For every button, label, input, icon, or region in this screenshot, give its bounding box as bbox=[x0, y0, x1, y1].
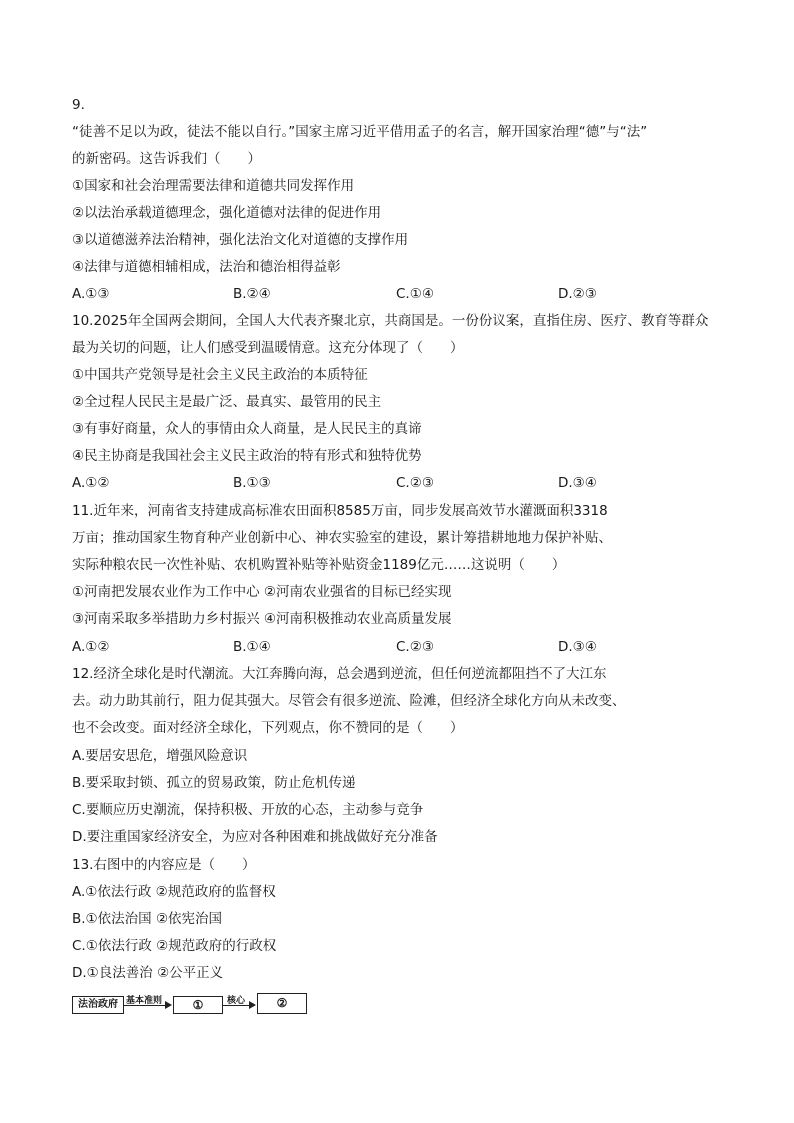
diagram-box-2: ② bbox=[257, 993, 307, 1014]
q11-items-row1: ①河南把发展农业作为工作中心 ②河南农业强省的目标已经实现 bbox=[72, 584, 452, 600]
q10-item-4: ④民主协商是我国社会主义民主政治的特有形式和独特优势 bbox=[72, 448, 422, 464]
q10-option-d: D.③④ bbox=[558, 475, 597, 491]
diagram-arrow1-label: 基本准则 bbox=[126, 996, 163, 1006]
q13-choice-b: B.①依法治国 ②依宪治国 bbox=[72, 911, 223, 927]
q11-option-c: C.②③ bbox=[396, 639, 434, 655]
q10-stem-line1: 10.2025年全国两会期间，全国人大代表齐聚北京，共商国是。一份份议案，直指住房、医疗、教育等群众 bbox=[72, 313, 709, 329]
q10-item-3: ③有事好商量，众人的事情由众人商量，是人民民主的真谛 bbox=[72, 421, 422, 437]
diagram-box-start: 法治政府 bbox=[72, 996, 124, 1014]
q10-option-a: A.①② bbox=[72, 475, 110, 491]
q13-flow-diagram bbox=[72, 993, 308, 1015]
q10-item-2: ②全过程人民民主是最广泛、最真实、最管用的民主 bbox=[72, 394, 382, 410]
q12-choice-d: D.要注重国家经济安全，为应对各种困难和挑战做好充分准备 bbox=[72, 829, 438, 845]
q11-stem-line2: 万亩；推动国家生物育种产业创新中心、神农实验室的建设，累计筹措耕地地力保护补贴、 bbox=[72, 530, 612, 546]
q11-option-d: D.③④ bbox=[558, 639, 597, 655]
q9-option-d: D.②③ bbox=[558, 286, 597, 302]
q9-item-1: ①国家和社会治理需要法律和道德共同发挥作用 bbox=[72, 178, 355, 194]
diagram-box-1: ① bbox=[173, 996, 223, 1014]
q12-stem-line1: 12.经济全球化是时代潮流。大江奔腾向海，总会遇到逆流，但任何逆流都阻挡不了大江东 bbox=[72, 666, 607, 682]
q13-stem: 13.右图中的内容应是（ ） bbox=[72, 857, 256, 873]
q9-option-c: C.①④ bbox=[396, 286, 434, 302]
q13-choice-d: D.①良法善治 ②公平正义 bbox=[72, 965, 224, 981]
q11-stem-line3: 实际种粮农民一次性补贴、农机购置补贴等补贴资金1189亿元……这说明（ ） bbox=[72, 557, 566, 573]
q9-item-4: ④法律与道德相辅相成，法治和德治相得益彰 bbox=[72, 259, 341, 275]
q13-choice-a: A.①依法行政 ②规范政府的监督权 bbox=[72, 884, 276, 900]
q12-choice-c: C.要顺应历史潮流，保持积极、开放的心态，主动参与竞争 bbox=[72, 802, 424, 818]
q11-stem-line1: 11.近年来，河南省支持建成高标准农田面积8585万亩，同步发展高效节水灌溉面积3318 bbox=[72, 503, 608, 519]
q9-stem-line1: “徒善不足以为政，徒法不能以自行。”国家主席习近平借用孟子的名言，解开国家治理“德”与“法” bbox=[72, 124, 648, 140]
q12-stem-line2: 去。动力助其前行，阻力促其强大。尽管会有很多逆流、险滩，但经济全球化方向从未改变、 bbox=[72, 693, 626, 709]
q11-items-row2: ③河南采取多举措助力乡村振兴 ④河南积极推动农业高质量发展 bbox=[72, 611, 452, 627]
diagram-arrow2-label: 核心 bbox=[227, 996, 246, 1006]
q12-choice-a: A.要居安思危，增强风险意识 bbox=[72, 748, 248, 764]
q10-option-c: C.②③ bbox=[396, 475, 434, 491]
q9-stem-line2: 的新密码。这告诉我们（ ） bbox=[72, 151, 261, 167]
q9-item-2: ②以法治承载道德理念，强化道德对法律的促进作用 bbox=[72, 205, 382, 221]
q9-option-b: B.②④ bbox=[233, 286, 271, 302]
q12-choice-b: B.要采取封锁、孤立的贸易政策，防止危机传递 bbox=[72, 775, 356, 791]
q9-item-3: ③以道德滋养法治精神，强化法治文化对道德的支撑作用 bbox=[72, 232, 409, 248]
q10-item-1: ①中国共产党领导是社会主义民主政治的本质特征 bbox=[72, 367, 368, 383]
q12-stem-line3: 也不会改变。面对经济全球化，下列观点，你不赞同的是（ ） bbox=[72, 720, 464, 736]
q10-stem-line2: 最为关切的问题，让人们感受到温暖情意。这充分体现了（ ） bbox=[72, 340, 464, 356]
q9-option-a: A.①③ bbox=[72, 286, 110, 302]
q13-choice-c: C.①依法行政 ②规范政府的行政权 bbox=[72, 938, 277, 954]
diagram-arrowhead-1 bbox=[165, 1001, 172, 1009]
diagram-arrowhead-2 bbox=[249, 1001, 256, 1009]
q11-option-a: A.①② bbox=[72, 639, 110, 655]
q9-number: 9. bbox=[72, 97, 85, 113]
q11-option-b: B.①④ bbox=[233, 639, 271, 655]
q10-option-b: B.①③ bbox=[233, 475, 271, 491]
